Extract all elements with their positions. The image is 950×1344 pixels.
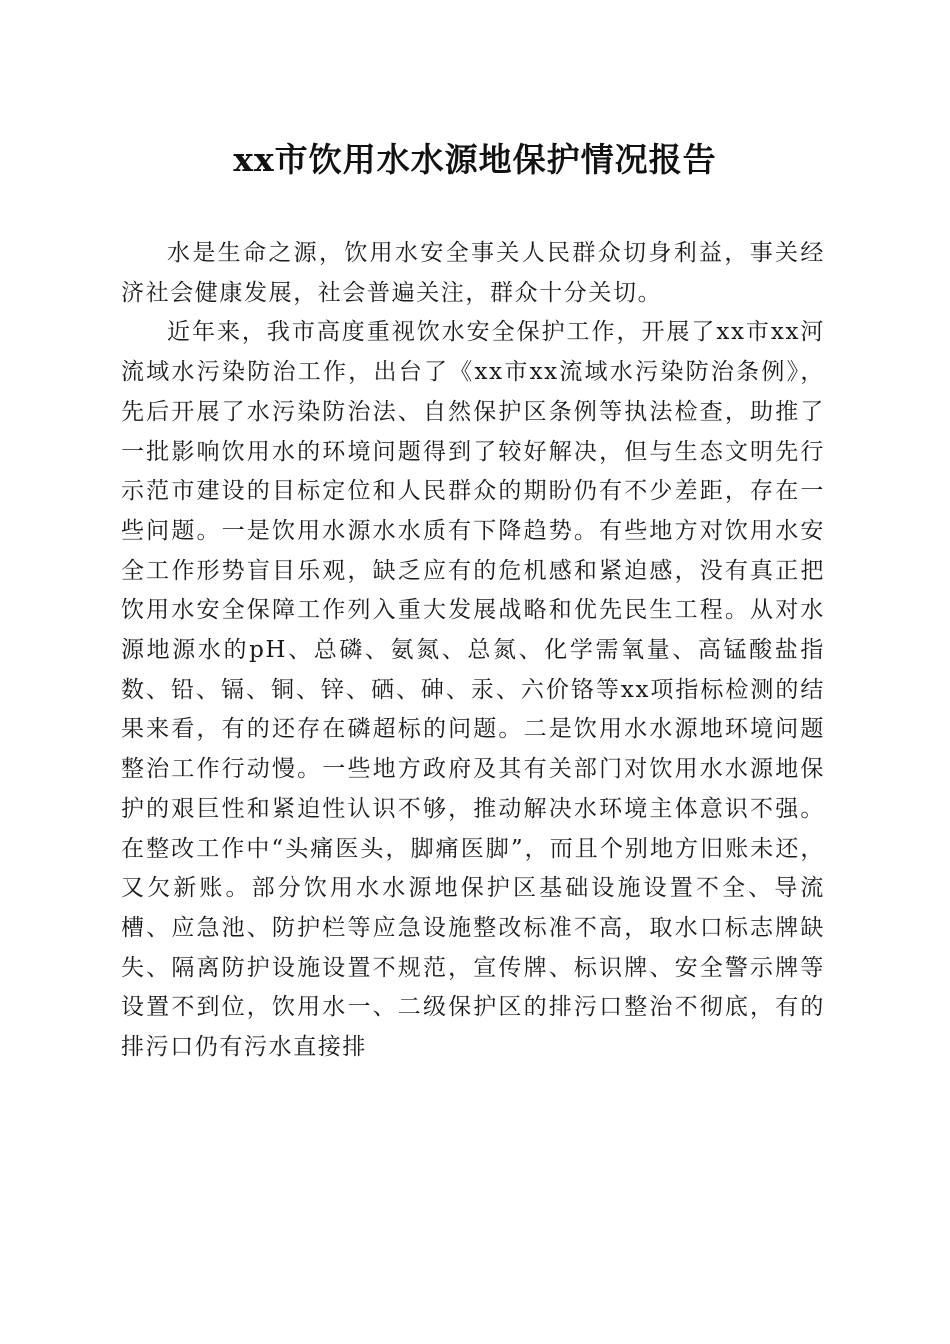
paragraph-main: 近年来，我市高度重视饮水安全保护工作，开展了xx市xx河流域水污染防治工作，出台了《xx市xx流域水污染防治条例》，先后开展了水污染防治法、自然保护区条例等执法检查，助推了一批影响饮用水的环境问题得到了较好解决，但与生态文明先行示范市建设的目标定位和人民群众的期盼仍有不少差距，存在一些问题。一是饮用水源水水质有下降趋势。有些地方对饮用水安全工作形势盲目乐观，缺乏应有的危机感和紧迫感，没有真正把饮用水安全保障工作列入重大发展战略和优先民生工程。从对水源地源水的pH、总磷、氨氮、总氮、化学需氧量、高锰酸盐指数、铅、镉、铜、锌、硒、砷、汞、六价铬等xx项指标检测的结果来看，有的还存在磷超标的问题。二是饮用水水源地环境问题整治工作行动慢。一些地方政府及其有关部门对饮用水水源地保护的艰巨性和紧迫性认识不够，推动解决水环境主体意识不强。在整改工作中“头痛医头，脚痛医脚”，而且个别地方旧账未还，又欠新账。部分饮用水水源地保护区基础设施设置不全、导流槽、应急池、防护栏等应急设施整改标准不高，取水口标志牌缺失、隔离防护设施设置不规范，宣传牌、标识牌、安全警示牌等设置不到位，饮用水一、二级保护区的排污口整治不彻底，有的排污口仍有污水直接排 xyxy=(121,319,825,1061)
document-title: xx市饮用水水源地保护情况报告 xyxy=(233,140,717,179)
document-body xyxy=(121,234,825,1068)
paragraph-intro: 水是生命之源，饮用水安全事关人民群众切身利益，事关经济社会健康发展，社会普遍关注，群众十分关切。 xyxy=(121,240,825,306)
